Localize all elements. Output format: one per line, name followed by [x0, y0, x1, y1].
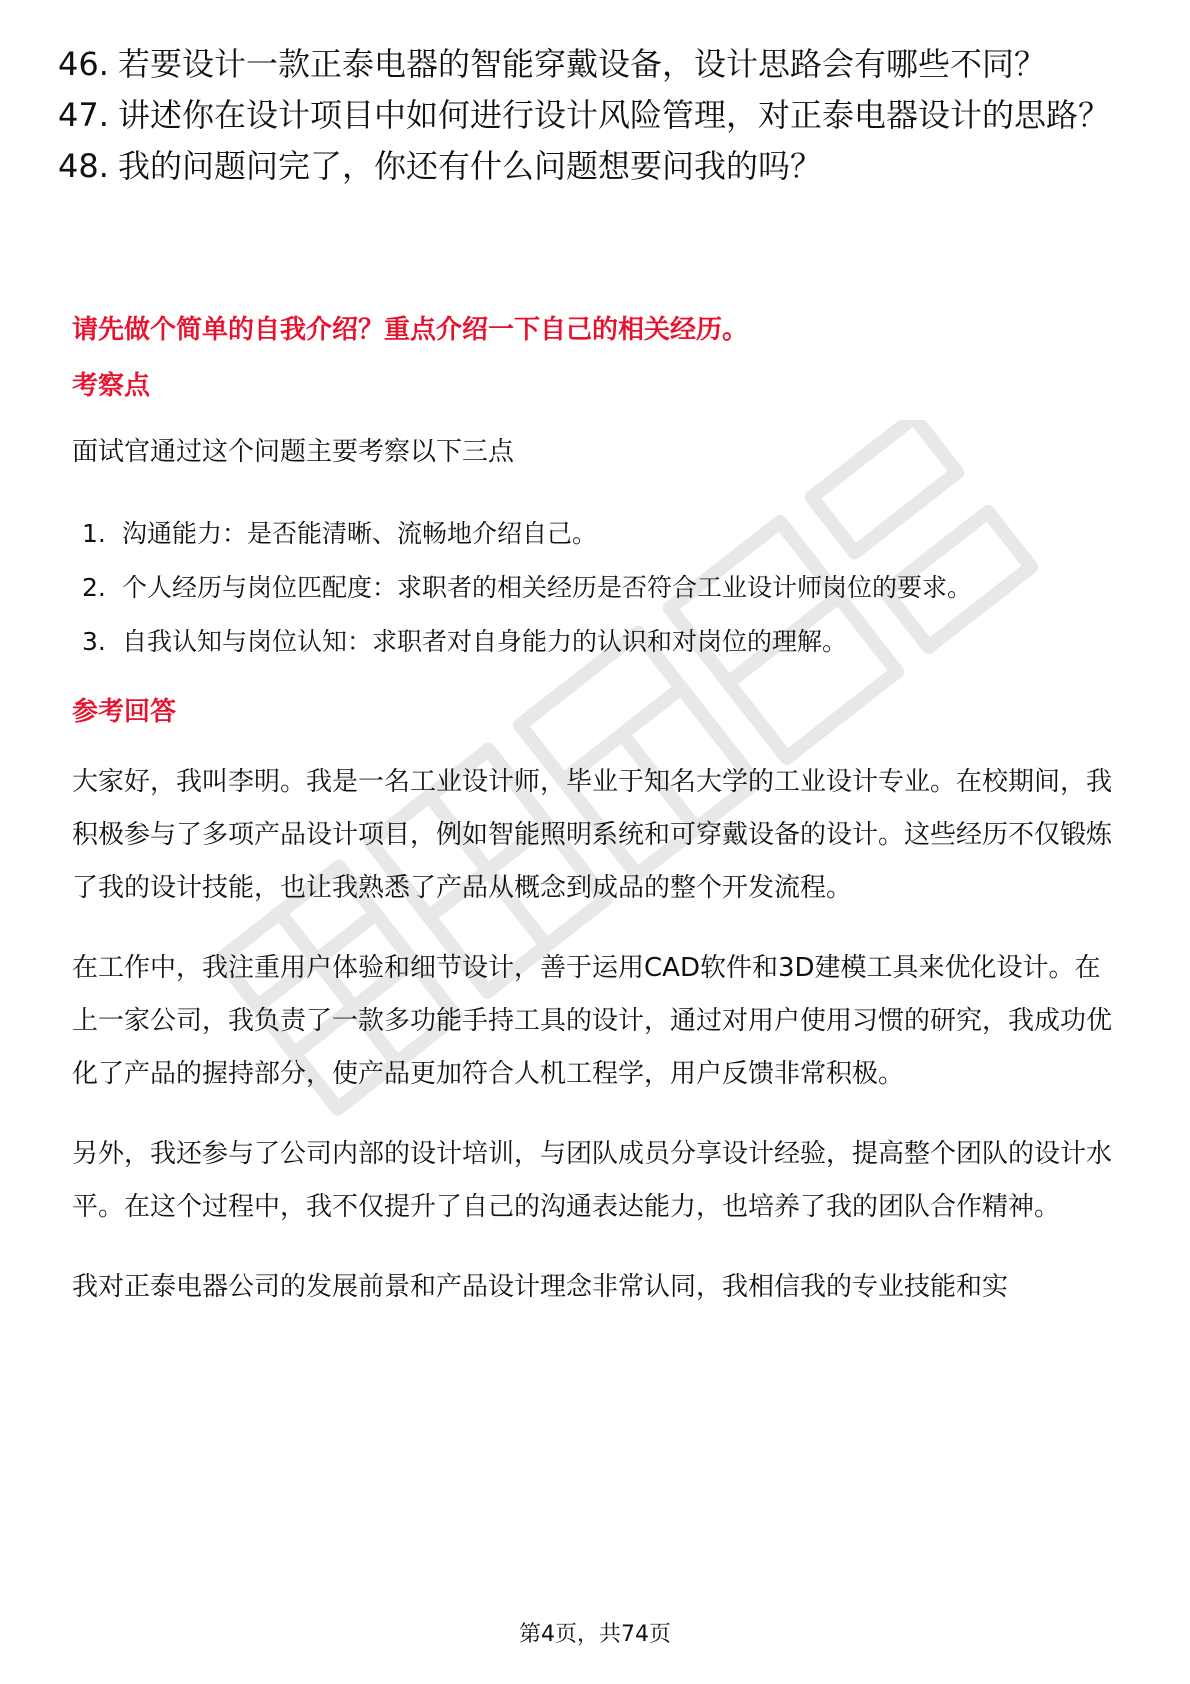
question-title: 请先做个简单的自我介绍？重点介绍一下自己的相关经历。: [72, 315, 749, 345]
list-item: [82, 622, 1132, 662]
answer-body: [72, 756, 1117, 1341]
list-item: [82, 514, 1132, 554]
question-text: 讲述你在设计项目中如何进行设计风险管理，对正泰电器设计的思路？: [118, 96, 1111, 134]
question-number: 47.: [58, 96, 109, 134]
question-number: 46.: [58, 45, 109, 83]
point-number: 3.: [82, 627, 106, 656]
question-text: 我的问题问完了，你还有什么问题想要问我的吗？: [118, 147, 823, 185]
question-list: [58, 42, 1138, 195]
list-item: [82, 568, 1132, 608]
section-heading-points: 考察点: [72, 371, 151, 401]
page-footer: 第4页，共74页: [519, 1622, 671, 1647]
answer-paragraph: 在工作中，我注重用户体验和细节设计，善于运用CAD软件和3D建模工具来优化设计。在上一家公司，我负责了一款多功能手持工具的设计，通过对用户使用习惯的研究，我成功优化了产品的握持部分，使产品更加符合人机工程学，用户反馈非常积极。: [72, 953, 1113, 1089]
point-number: 1.: [82, 519, 106, 548]
list-item: [58, 93, 1138, 137]
answer-paragraph: 另外，我还参与了公司内部的设计培训，与团队成员分享设计经验，提高整个团队的设计水平。在这个过程中，我不仅提升了自己的沟通表达能力，也培养了我的团队合作精神。: [72, 1139, 1113, 1222]
question-number: 48.: [58, 147, 109, 185]
section-heading-answer: 参考回答: [72, 697, 177, 727]
point-number: 2.: [82, 573, 106, 602]
points-list: [82, 514, 1132, 676]
answer-paragraph: 大家好，我叫李明。我是一名工业设计师，毕业于知名大学的工业设计专业。在校期间，我积极参与了多项产品设计项目，例如智能照明系统和可穿戴设备的设计。这些经历不仅锻炼了我的设计技能，也让我熟悉了产品从概念到成品的整个开发流程。: [72, 767, 1113, 903]
answer-paragraph: 我对正泰电器公司的发展前景和产品设计理念非常认同，我相信我的专业技能和实: [72, 1272, 1009, 1302]
intro-text: 面试官通过这个问题主要考察以下三点: [72, 437, 515, 467]
question-text: 若要设计一款正泰电器的智能穿戴设备，设计思路会有哪些不同？: [118, 45, 1047, 83]
point-text: 自我认知与岗位认知：求职者对自身能力的认识和对岗位的理解。: [122, 627, 848, 656]
list-item: [58, 144, 1138, 188]
point-text: 个人经历与岗位匹配度：求职者的相关经历是否符合工业设计师岗位的要求。: [122, 573, 973, 602]
list-item: [58, 42, 1138, 86]
point-text: 沟通能力：是否能清晰、流畅地介绍自己。: [122, 519, 598, 548]
